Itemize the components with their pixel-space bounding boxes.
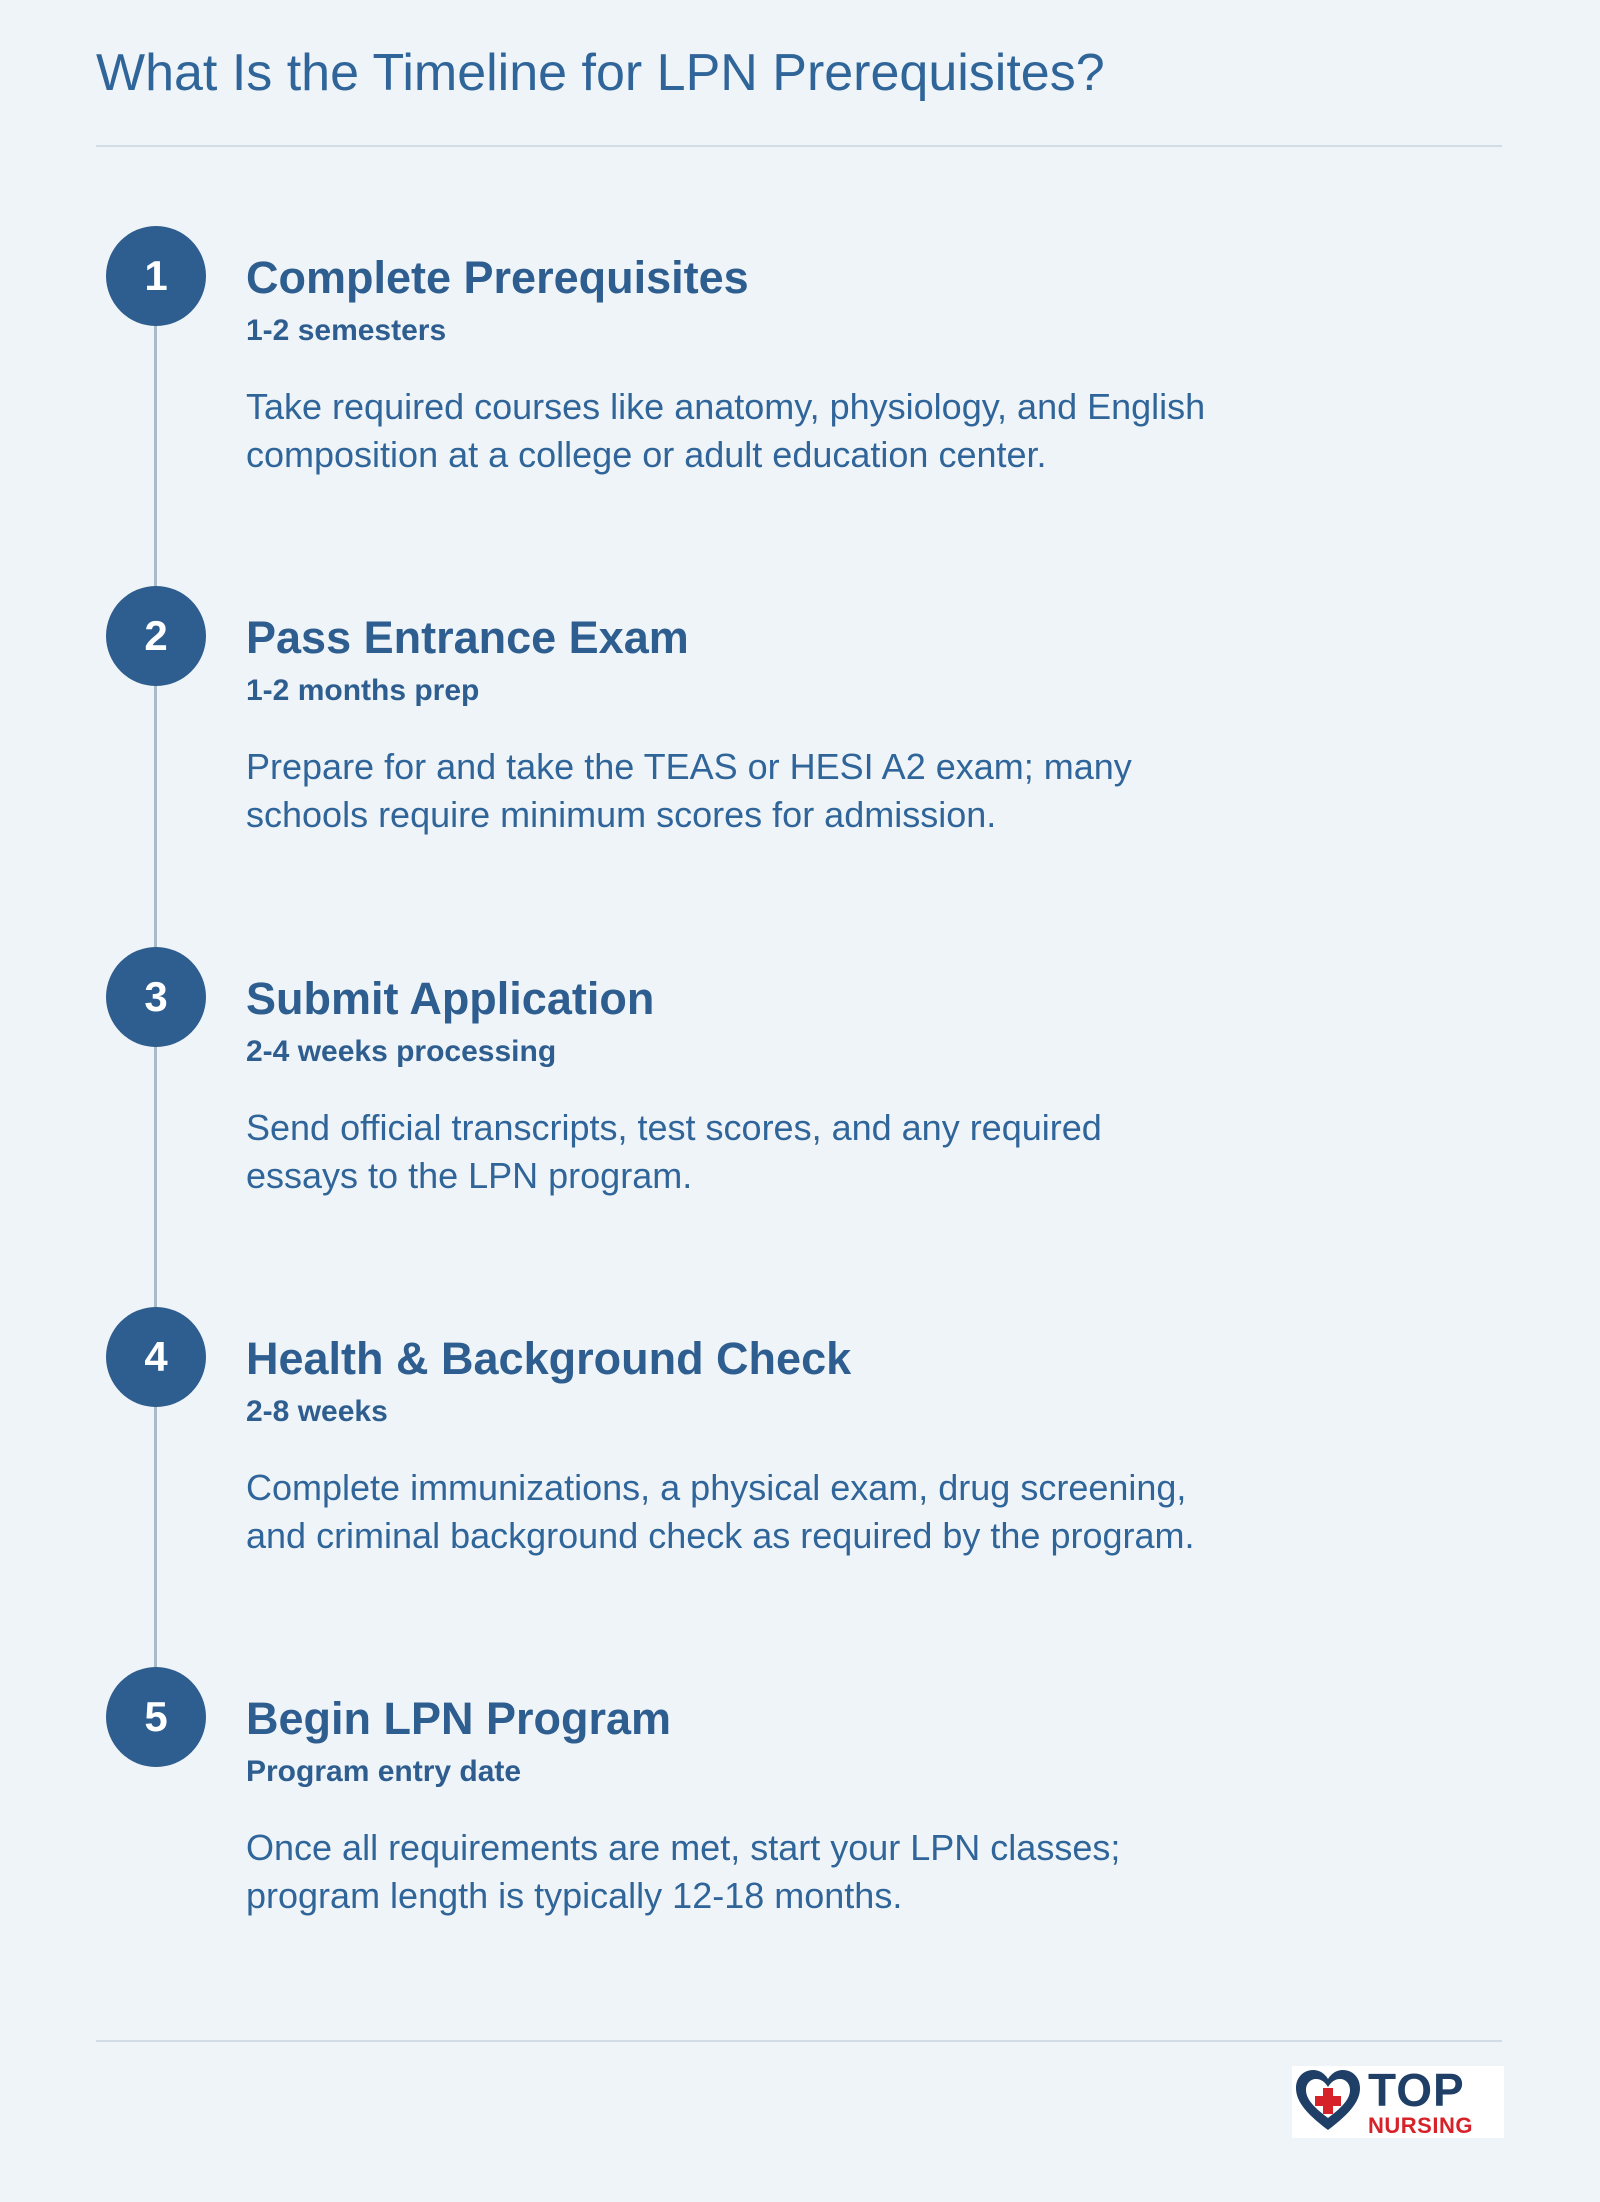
timeline-step — [246, 1692, 1286, 1920]
footer-divider — [96, 2040, 1502, 2042]
step-number-badge: 3 — [106, 947, 206, 1047]
step-number-badge: 2 — [106, 586, 206, 686]
step-title: Submit Application — [246, 973, 655, 1024]
step-description: Send official transcripts, test scores, and any required essays to the LPN program. — [246, 1107, 1102, 1196]
step-title: Health & Background Check — [246, 1333, 852, 1384]
step-title: Complete Prerequisites — [246, 252, 749, 303]
step-description: Take required courses like anatomy, physiology, and English composition at a college or adult education center. — [246, 386, 1206, 475]
timeline-step — [246, 251, 1286, 479]
top-nursing-logo — [1292, 2066, 1504, 2138]
step-title: Pass Entrance Exam — [246, 612, 689, 663]
step-description: Complete immunizations, a physical exam, drug screening, and criminal background check as required by the program. — [246, 1467, 1195, 1556]
logo-line-top: TOP — [1368, 2064, 1465, 2116]
timeline-step — [246, 1332, 1286, 1560]
step-description: Prepare for and take the TEAS or HESI A2 exam; many schools require minimum scores for admission. — [246, 746, 1132, 835]
step-title: Begin LPN Program — [246, 1693, 672, 1744]
step-number-badge: 5 — [106, 1667, 206, 1767]
step-number-badge: 4 — [106, 1307, 206, 1407]
step-duration: 1-2 semesters — [246, 314, 447, 347]
timeline-step — [246, 611, 1286, 839]
step-duration: 2-8 weeks — [246, 1395, 388, 1428]
header-divider — [96, 145, 1502, 147]
logo-line-nursing: NURSING — [1368, 2113, 1473, 2138]
step-duration: 1-2 months prep — [246, 674, 480, 707]
step-description: Once all requirements are met, start your LPN classes; program length is typically 12-18 months. — [246, 1827, 1121, 1916]
heart-cross-icon — [1292, 2066, 1364, 2138]
step-duration: Program entry date — [246, 1755, 522, 1788]
timeline-step — [246, 972, 1286, 1200]
page-title: What Is the Timeline for LPN Prerequisites? — [96, 44, 1105, 102]
step-number-badge: 1 — [106, 226, 206, 326]
logo-wordmark — [1368, 2064, 1473, 2138]
step-duration: 2-4 weeks processing — [246, 1035, 557, 1068]
